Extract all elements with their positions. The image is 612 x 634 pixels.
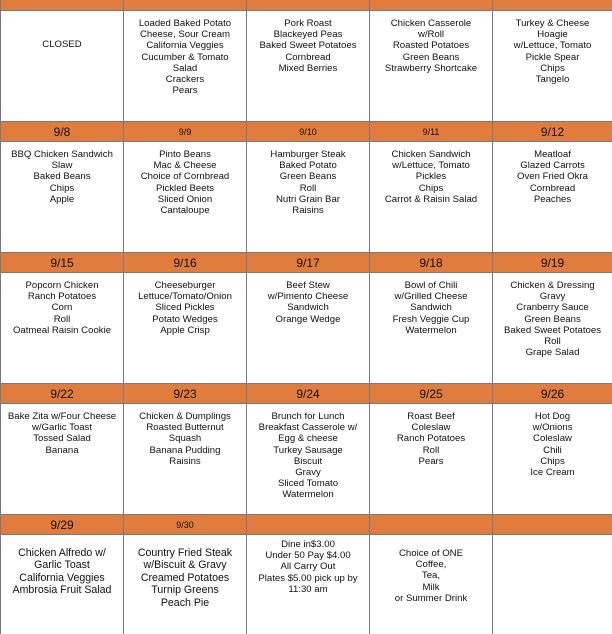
- day-menu: [369, 10, 492, 121]
- menu-item: Roasted Butternut: [146, 422, 224, 434]
- menu-item: Corn: [51, 302, 73, 314]
- menu-item: Chips: [540, 455, 565, 467]
- menu-item: Chicken & Dumplings: [139, 411, 231, 422]
- menu-item: w/Grilled Cheese: [394, 291, 468, 303]
- menu-item: Mixed Berries: [278, 62, 338, 74]
- day-menu: [246, 141, 369, 252]
- menu-item: Creamed Potatoes: [140, 571, 230, 584]
- menu-item: Raisins: [292, 205, 324, 217]
- day-header: [246, 0, 369, 10]
- menu-item: Peaches: [533, 193, 572, 205]
- menu-item: Peach Pie: [160, 596, 210, 609]
- day-menu: [123, 141, 246, 252]
- menu-item: Choice of Cornbread: [140, 171, 230, 183]
- menu-item: or Summer Drink: [394, 592, 468, 604]
- day-menu: [0, 272, 123, 383]
- menu-item: Bowl of Chili: [404, 280, 458, 291]
- menu-item: Cornbread: [285, 51, 331, 63]
- menu-item: Brunch for Lunch: [271, 411, 345, 422]
- day-menu: [246, 10, 369, 121]
- week-body-row: [0, 534, 612, 634]
- menu-item: Meatloaf: [534, 149, 571, 160]
- day-header: [246, 383, 369, 403]
- menu-item: Pinto Beans: [159, 149, 211, 160]
- day-date: 9/26: [540, 386, 565, 401]
- day-menu: [492, 272, 612, 383]
- week-body-row: [0, 141, 612, 252]
- menu-item: Turkey & Cheese: [515, 18, 590, 29]
- day-menu: [246, 403, 369, 514]
- menu-item: w/Biscuit & Gravy: [143, 559, 227, 572]
- day-date: 9/10: [299, 126, 317, 137]
- menu-item: Baked Potato: [279, 160, 337, 172]
- menu-item: Sliced Tomato: [277, 478, 339, 490]
- menu-item: All Carry Out: [280, 561, 336, 573]
- menu-item: Nutri Grain Bar: [276, 193, 340, 205]
- menu-item: Banana Pudding: [149, 444, 221, 456]
- day-menu: [369, 272, 492, 383]
- day-header: [369, 252, 492, 272]
- menu-item: w/Garlic Toast: [31, 422, 93, 434]
- day-date: 9/29: [50, 517, 74, 532]
- day-date: 9/30: [176, 519, 194, 530]
- menu-item: Green Beans: [279, 171, 337, 183]
- day-menu: [0, 534, 123, 634]
- menu-item: Apple Crisp: [160, 324, 210, 336]
- day-date: 9/19: [540, 255, 565, 270]
- menu-item: Pears: [418, 455, 444, 467]
- menu-item: Grape Salad: [525, 347, 580, 359]
- week-row: [0, 121, 612, 141]
- menu-item: Baked Beans: [33, 171, 91, 183]
- menu-item: Potato Wedges: [152, 313, 218, 325]
- menu-item: Carrot & Raisin Salad: [384, 193, 478, 205]
- day-menu: [123, 534, 246, 634]
- menu-item: Ranch Potatoes: [396, 433, 466, 445]
- day-header: [0, 252, 123, 272]
- menu-item: Roll: [422, 444, 440, 456]
- menu-item: Roll: [299, 182, 317, 194]
- day-header: [246, 252, 369, 272]
- menu-item: Mac & Cheese: [153, 160, 217, 172]
- menu-item: California Veggies: [146, 40, 224, 52]
- day-header: [0, 514, 123, 534]
- week-row: [0, 252, 612, 272]
- day-header: [369, 383, 492, 403]
- menu-item: Biscuit: [293, 455, 323, 467]
- menu-item: Plates $5.00 pick up by: [258, 572, 358, 584]
- day-menu: [123, 403, 246, 514]
- menu-item: Pickled Beets: [155, 182, 215, 194]
- menu-item: Oatmeal Raisin Cookie: [12, 324, 112, 336]
- day-header: [492, 252, 612, 272]
- menu-item: Choice of ONE: [399, 548, 463, 559]
- day-menu: [369, 403, 492, 514]
- week-body-row: [0, 272, 612, 383]
- menu-item: Chips: [540, 62, 565, 74]
- day-date: 9/8: [53, 124, 71, 139]
- menu-item: Coleslaw: [411, 422, 451, 434]
- menu-item: Green Beans: [402, 51, 460, 63]
- menu-item: Loaded Baked Potato: [138, 18, 232, 29]
- menu-item: Salad: [172, 62, 198, 74]
- menu-item: Pickle Spear: [525, 51, 580, 63]
- day-date: 9/22: [50, 386, 74, 401]
- menu-item: Tangelo: [535, 74, 570, 86]
- day-menu: [369, 534, 492, 634]
- menu-item: Crackers: [165, 74, 205, 86]
- day-menu: [369, 141, 492, 252]
- menu-item: Chicken Alfredo w/: [18, 547, 106, 559]
- day-header: [0, 121, 123, 141]
- menu-item: Breakfast Casserole w/: [258, 422, 358, 434]
- day-header: [0, 0, 123, 10]
- day-menu: [246, 534, 369, 634]
- day-date: 9/16: [173, 255, 197, 270]
- day-menu: [0, 141, 123, 252]
- menu-item: w/Lettuce, Tomato: [513, 40, 592, 52]
- menu-item: Baked Sweet Potatoes: [503, 324, 602, 336]
- menu-item: Ice Cream: [530, 467, 575, 479]
- day-date: 9/17: [296, 255, 320, 270]
- menu-item: Tossed Salad: [33, 433, 91, 445]
- menu-item: Chips: [418, 182, 444, 194]
- week-body-row: [0, 403, 612, 514]
- day-menu: [492, 403, 612, 514]
- week-body-row: [0, 10, 612, 121]
- menu-item: Under 50 Pay $4.00: [265, 550, 351, 562]
- menu-item: Hot Dog: [534, 411, 571, 422]
- week-row: [0, 0, 612, 10]
- menu-item: Squash: [168, 433, 202, 445]
- menu-item: w/Pimento Cheese: [267, 291, 349, 303]
- menu-item: Cranberry Sauce: [516, 302, 589, 314]
- menu-item: Egg & cheese: [278, 433, 338, 445]
- day-header: [492, 514, 612, 534]
- day-menu: [0, 403, 123, 514]
- menu-item: w/Roll: [417, 29, 445, 41]
- day-date: 9/25: [419, 386, 443, 401]
- day-header: [246, 514, 369, 534]
- day-menu: [492, 534, 612, 634]
- menu-item: Turnip Greens: [151, 584, 219, 597]
- menu-item: Hoagie: [537, 29, 568, 41]
- week-row: [0, 383, 612, 403]
- menu-item: Coleslaw: [533, 433, 572, 445]
- day-header: [123, 0, 246, 10]
- menu-item: Chips: [49, 182, 75, 194]
- menu-item: Pears: [172, 85, 198, 97]
- day-menu: [492, 141, 612, 252]
- day-header: [123, 252, 246, 272]
- day-date: 9/18: [419, 255, 443, 270]
- day-menu: [246, 272, 369, 383]
- day-date: 9/9: [178, 126, 192, 137]
- menu-item: Turkey Sausage: [273, 444, 343, 456]
- menu-item: California Veggies: [19, 571, 105, 584]
- menu-item: Watermelon: [405, 324, 457, 336]
- day-header: [492, 0, 612, 10]
- menu-item: Sliced Onion: [157, 193, 213, 205]
- day-header: [246, 121, 369, 141]
- menu-item: Ranch Potatoes: [27, 291, 97, 303]
- menu-item: Chicken & Dressing: [510, 280, 595, 291]
- menu-item: Hamburger Steak: [270, 149, 346, 160]
- week-row: [0, 514, 612, 534]
- day-date: 9/12: [540, 124, 565, 139]
- menu-item: Country Fried Steak: [137, 547, 233, 559]
- menu-item: 11:30 am: [288, 583, 328, 595]
- menu-item: Cheese, Sour Cream: [139, 29, 231, 41]
- menu-item: Cantaloupe: [160, 205, 210, 217]
- menu-item: Cucumber & Tomato: [141, 51, 229, 63]
- menu-item: Orange Wedge: [275, 313, 341, 325]
- day-header: [492, 383, 612, 403]
- menu-item: Cornbread: [529, 182, 576, 194]
- menu-item: Banana: [45, 444, 79, 456]
- menu-item: Watermelon: [282, 489, 334, 501]
- menu-item: Lettuce/Tomato/Onion: [138, 291, 232, 303]
- menu-item: Tea,: [421, 570, 441, 582]
- menu-item: Garlic Toast: [34, 559, 90, 572]
- menu-item: Pickles: [415, 171, 447, 183]
- menu-item: Roll: [53, 313, 71, 325]
- menu-item: Dine in$3.00: [281, 539, 335, 550]
- menu-item: Chicken Casserole: [390, 18, 472, 29]
- menu-item: Bake Zita w/Four Cheese: [7, 411, 117, 422]
- menu-item: Green Beans: [524, 313, 581, 325]
- menu-item: Roll: [544, 336, 561, 348]
- day-header: [123, 514, 246, 534]
- day-date: 9/23: [173, 386, 197, 401]
- day-menu: [123, 10, 246, 121]
- menu-item: Gravy: [295, 467, 321, 479]
- menu-item: Cheeseburger: [154, 280, 216, 291]
- menu-item: CLOSED: [42, 39, 82, 50]
- menu-item: Pork Roast: [284, 18, 332, 29]
- day-header: [492, 121, 612, 141]
- menu-item: Milk: [422, 581, 440, 593]
- menu-item: Sliced Pickles: [155, 302, 215, 314]
- day-header: [369, 121, 492, 141]
- menu-item: Blackeyed Peas: [273, 29, 343, 41]
- day-header: [0, 383, 123, 403]
- menu-item: Roasted Potatoes: [392, 40, 470, 52]
- menu-item: Popcorn Chicken: [25, 280, 99, 291]
- day-header: [123, 383, 246, 403]
- menu-item: w/Onions: [532, 422, 573, 434]
- menu-item: Gravy: [539, 291, 566, 303]
- day-header: [369, 514, 492, 534]
- menu-item: Glazed Carrots: [520, 160, 585, 172]
- menu-item: Coffee,: [415, 559, 447, 571]
- day-header: [369, 0, 492, 10]
- menu-item: Roast Beef: [407, 411, 455, 422]
- menu-item: Strawberry Shortcake: [384, 62, 478, 74]
- day-date: 9/15: [50, 255, 74, 270]
- menu-item: Oven Fried Okra: [517, 171, 588, 183]
- day-menu: [123, 272, 246, 383]
- menu-item: Beef Stew: [286, 280, 330, 291]
- menu-item: Apple: [49, 193, 75, 205]
- day-date: 9/24: [296, 386, 320, 401]
- menu-item: Ambrosia Fruit Salad: [12, 584, 112, 597]
- day-menu: [0, 10, 123, 121]
- menu-item: BBQ Chicken Sandwich: [11, 149, 113, 160]
- day-menu: [492, 10, 612, 121]
- menu-item: Slaw: [51, 160, 73, 172]
- menu-item: Sandwich: [287, 302, 329, 314]
- menu-item: Fresh Veggie Cup: [392, 313, 470, 325]
- menu-item: Chicken Sandwich: [391, 149, 471, 160]
- menu-item: Chili: [543, 444, 562, 456]
- menu-item: Sandwich: [410, 302, 452, 314]
- menu-item: Raisins: [169, 455, 201, 467]
- menu-item: w/Lettuce, Tomato: [392, 160, 470, 172]
- day-header: [123, 121, 246, 141]
- day-date: 9/11: [422, 126, 440, 137]
- menu-item: Baked Sweet Potatoes: [259, 40, 357, 52]
